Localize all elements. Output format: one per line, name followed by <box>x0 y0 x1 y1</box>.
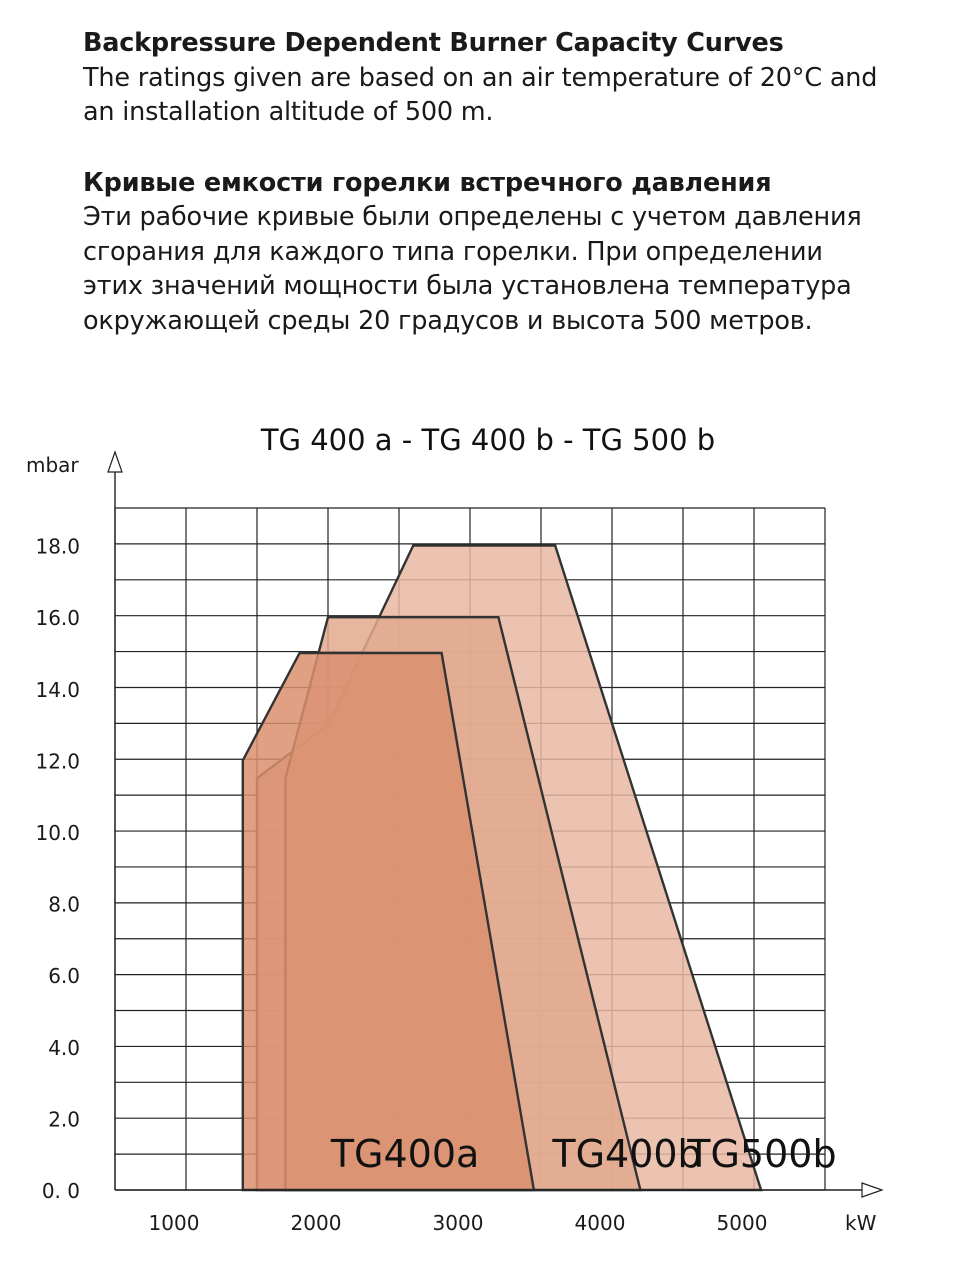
y-tick-label: 0. 0 <box>41 1179 80 1203</box>
x-tick-label: 5000 <box>716 1211 768 1235</box>
y-tick-label: 18.0 <box>35 534 80 559</box>
y-tick-label: 4.0 <box>48 1035 80 1060</box>
x-axis-label: kW <box>845 1211 877 1235</box>
russian-line-3: этих значений мощности была установлена температура <box>83 271 852 301</box>
y-tick-label: 12.0 <box>35 749 80 774</box>
y-tick-label: 16.0 <box>35 606 80 631</box>
russian-line-4: окружающей среды 20 градусов и высота 500 метров. <box>83 305 813 336</box>
y-tick-label: 10.0 <box>35 821 80 845</box>
y-axis-arrow <box>108 452 122 472</box>
series-label-tg500b: TG500b <box>687 1132 837 1177</box>
russian-line-1: Эти рабочие кривые были определены с учетом давления <box>83 202 862 232</box>
english-line-2: an installation altitude of 500 m. <box>83 97 494 127</box>
x-axis-arrow <box>862 1183 882 1197</box>
series-labels <box>330 1132 837 1176</box>
series-label-tg400b: TG400b <box>552 1132 702 1177</box>
english-heading: Backpressure Dependent Burner Capacity Curves <box>83 28 784 58</box>
x-tick-label: 4000 <box>574 1211 626 1235</box>
series-label-tg400a: TG400a <box>330 1132 480 1177</box>
y-tick-label: 6.0 <box>48 964 80 989</box>
english-line-1: The ratings given are based on an air temperature of 20°C and <box>83 62 878 93</box>
x-tick-label: 2000 <box>290 1211 342 1235</box>
y-tick-label: 2.0 <box>48 1107 80 1132</box>
y-axis-label: mbar <box>26 453 79 477</box>
russian-heading: Кривые емкости горелки встречного давления <box>83 167 772 198</box>
x-tick-label: 1000 <box>148 1211 200 1235</box>
x-tick-label: 3000 <box>432 1211 484 1235</box>
russian-line-2: сгорания для каждого типа горелки. При определении <box>83 236 823 267</box>
y-tick-label: 8.0 <box>48 892 80 917</box>
chart-title: TG 400 a - TG 400 b - TG 500 b <box>260 423 716 457</box>
y-tick-label: 14.0 <box>35 677 80 702</box>
